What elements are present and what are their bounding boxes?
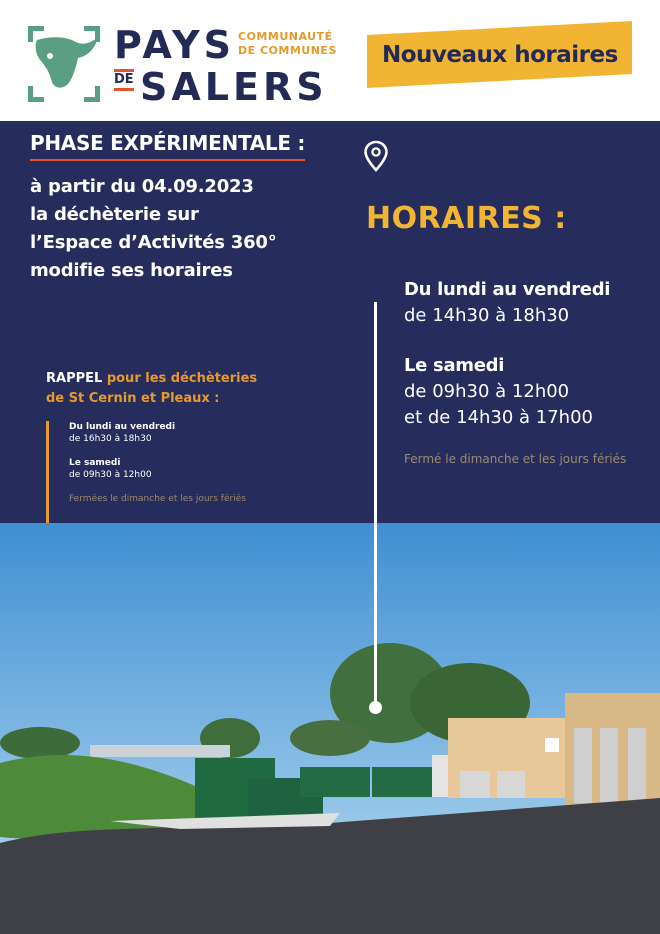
timeline-line xyxy=(374,302,377,706)
info-panel xyxy=(0,121,660,523)
logo-de: DE xyxy=(114,69,134,91)
schedule xyxy=(404,277,654,467)
badge-text: Nouveaux horaires xyxy=(381,41,618,68)
weekday-label: Du lundi au vendredi xyxy=(404,279,611,300)
rappel-saturday-label: Le samedi xyxy=(69,458,121,468)
weekday-time: de 14h30 à 18h30 xyxy=(404,305,570,326)
cow-logo-icon xyxy=(28,26,100,102)
logo-pays: PAYS xyxy=(114,23,236,67)
new-hours-badge xyxy=(367,21,632,88)
recycling-center-photo xyxy=(0,523,660,934)
rappel-weekday-time: de 16h30 à 18h30 xyxy=(69,434,152,444)
header xyxy=(0,0,660,121)
logo-subtitle: COMMUNAUTÉ DE COMMUNES xyxy=(238,30,337,57)
closed-note: Fermé le dimanche et les jours fériés xyxy=(404,452,627,466)
rappel-weekday-label: Du lundi au vendredi xyxy=(69,422,176,432)
photo-illustration xyxy=(0,523,660,934)
rappel-title-rest: pour les déchèteries xyxy=(102,371,258,386)
phase-line: modifie ses horaires xyxy=(30,260,233,281)
saturday-label: Le samedi xyxy=(404,355,505,376)
horaires-title: HORAIRES : xyxy=(366,201,567,236)
rappel-label: RAPPEL xyxy=(46,371,103,386)
phase-line: l’Espace d’Activités 360° xyxy=(30,232,277,253)
rappel-title-line2: de St Cernin et Pleaux : xyxy=(46,391,220,406)
saturday-time-morning: de 09h30 à 12h00 xyxy=(404,381,570,402)
timeline-dot xyxy=(369,701,382,714)
phase-line: la déchèterie sur xyxy=(30,204,199,225)
location-pin-icon xyxy=(363,140,389,172)
logo-salers: SALERS xyxy=(140,65,328,109)
rappel-title xyxy=(46,369,257,409)
rappel-hours xyxy=(46,421,286,523)
rappel-closed-note: Fermées le dimanche et les jours fériés xyxy=(69,494,246,504)
phase-title: PHASE EXPÉRIMENTALE : xyxy=(30,131,305,161)
phase-description xyxy=(30,173,330,285)
phase-line: à partir du 04.09.2023 xyxy=(30,176,254,197)
rappel-saturday-time: de 09h30 à 12h00 xyxy=(69,470,152,480)
saturday-time-afternoon: et de 14h30 à 17h00 xyxy=(404,407,593,428)
